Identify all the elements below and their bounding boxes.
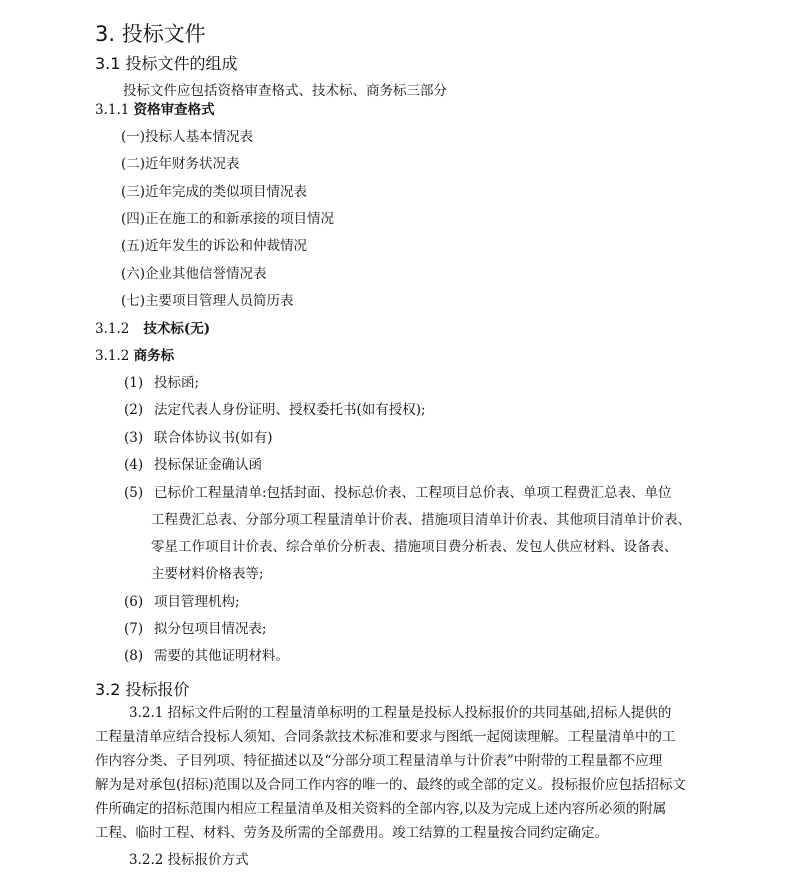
biz-item-3: (3) 联合体协议书(如有): [124, 430, 273, 446]
heading-commercial-label: 商务标: [133, 348, 175, 364]
heading-commercial: 3.1.2 商务标: [95, 348, 175, 364]
subsection-title-3-2: 3.2 投标报价: [95, 680, 190, 699]
pricing-line-6: 工程、临时工程、材料、劳务及所需的全部费用。竣工结算的工程量按合同约定确定。: [95, 825, 608, 841]
qual-item-4: (四)正在施工的和新承接的项目情况: [121, 211, 335, 227]
biz-item-5-line-3: 零星工作项目计价表、综合单价分析表、措施项目费分析表、发包人供应材料、设备表、: [151, 539, 678, 555]
subsection-title-3-1: 3.1 投标文件的组成: [95, 54, 238, 73]
pricing-line-3: 作内容分类、子目列项、特征描述以及“分部分项工程量清单与计价表”中附带的工程量都不应理: [95, 753, 663, 769]
heading-3-2-2: 3.2.2 投标报价方式: [129, 852, 249, 868]
heading-3-1-1-label: 资格审查格式: [133, 102, 215, 118]
qual-item-2: (二)近年财务状况表: [121, 156, 240, 172]
biz-item-6: (6) 项目管理机构;: [124, 594, 240, 610]
biz-item-2: (2) 法定代表人身份证明、授权委托书(如有授权);: [124, 402, 426, 418]
biz-item-1: (1) 投标函;: [124, 375, 200, 391]
pricing-line-5: 件所确定的招标范围内相应工程量清单及相关资料的全部内容,以及为完成上述内容所必须的附属: [95, 801, 667, 817]
heading-tech: 3.1.2 技术标(无): [95, 321, 211, 337]
qual-item-3: (三)近年完成的类似项目情况表: [121, 184, 308, 200]
biz-item-7: (7) 拟分包项目情况表;: [124, 621, 267, 637]
biz-item-8: (8) 需要的其他证明材料。: [124, 648, 289, 664]
pricing-line-2: 工程量清单应结合投标人须知、合同条款技术标准和要求与图纸一起阅读理解。工程量清单中的工: [95, 729, 676, 745]
intro-text: 投标文件应包括资格审查格式、技术标、商务标三部分: [123, 83, 447, 99]
heading-3-1-1: 3.1.1 资格审查格式: [95, 102, 215, 118]
pricing-line-4: 解为是对承包(招标)范围以及合同工作内容的唯一的、最终的或全部的定义。投标报价应包括招标文: [95, 777, 687, 793]
biz-item-4: (4) 投标保证金确认函: [124, 457, 262, 473]
qual-item-6: (六)企业其他信誉情况表: [121, 266, 267, 282]
section-title: 3. 投标文件: [95, 22, 206, 46]
heading-tech-label: 技术标(无): [143, 321, 211, 337]
pricing-line-1: 3.2.1 招标文件后附的工程量清单标明的工程量是投标人投标报价的共同基础,招标人提供的: [129, 705, 672, 721]
qual-item-5: (五)近年发生的诉讼和仲裁情况: [121, 238, 308, 254]
pricing-paragraph: [95, 701, 700, 845]
biz-item-5-line-2: 工程费汇总表、分部分项工程量清单计价表、措施项目清单计价表、其他项目清单计价表、: [151, 512, 691, 528]
qual-item-7: (七)主要项目管理人员简历表: [121, 293, 294, 309]
qual-item-1: (一)投标人基本情况表: [121, 129, 254, 145]
biz-item-5: (5) 已标价工程量清单:包括封面、投标总价表、工程项目总价表、单项工程费汇总表、单位: [124, 485, 672, 501]
biz-item-5-line-4: 主要材料价格表等;: [151, 566, 264, 582]
